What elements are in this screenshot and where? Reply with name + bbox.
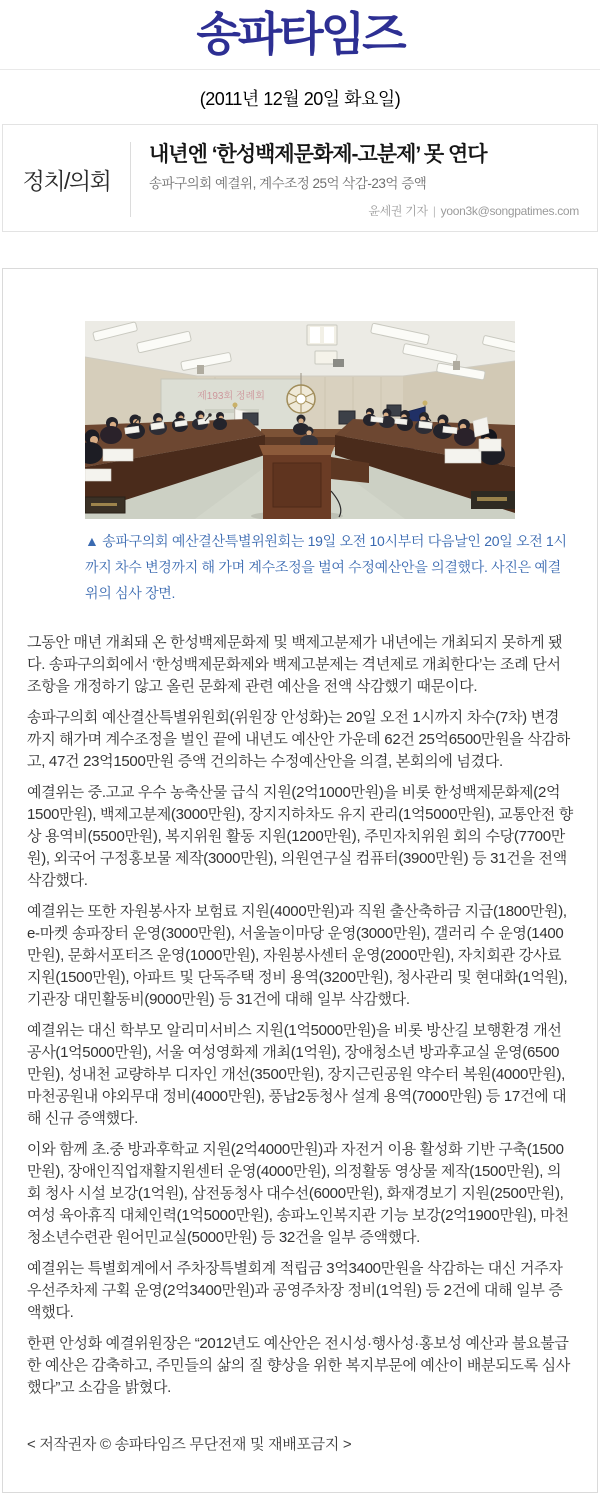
photo-caption: ▲ 송파구의회 예산결산특별위원회는 19일 오전 10시부터 다음날인 20일 오전 1시까지 차수 변경까지 해 가며 계수조정을 벌여 수정예산안을 의결했다. 사진은 예결위의 심사 장면. xyxy=(85,533,567,602)
article-photo xyxy=(85,321,515,519)
meeting-room-illustration xyxy=(85,321,515,519)
article-paragraph: 예결위는 또한 자원봉사자 보험료 지원(4000만원)과 직원 출산축하금 지급(1800만원), e-마켓 송파장터 운영(3000만원), 서울놀이마당 운영(3000만원), 갤러리 수 운영(1400만원), 문화서포터즈 운영(1000만원), 자원봉사센터 운영(2000만원), 자치회관 강사료 지원(1500만원), 아파트 및 단독주택 정비 용역(3200만원), 청사관리 및 현대화(1억원), 기관장 대민활동비(9000만원) 등 31건에 대해 일부 삭감했다. xyxy=(27,903,568,1009)
newspaper-logo[interactable]: 송파타임즈 xyxy=(196,8,404,60)
screen-text: 제193회 정례회 xyxy=(197,391,265,403)
article-text xyxy=(27,632,573,1399)
byline-separator: | xyxy=(432,204,436,219)
article-headline: 내년엔 ‘한성백제문화제-고분제’ 못 연다 xyxy=(149,142,487,166)
article-paragraph: 한편 안성화 예결위원장은 “2012년도 예산안은 전시성·행사성·홍보성 예산과 불요불급한 예산은 감축하고, 주민들의 삶의 질 향상을 위한 복지부문에 예산이 배분되도록 심사했다”고 소감을 밝혔다. xyxy=(27,1335,571,1397)
article-paragraph: 그동안 매년 개최돼 온 한성백제문화제 및 백제고분제가 내년에는 개최되지 못하게 됐다. 송파구의회에서 ‘한성백제문화제와 백제고분제는 격년제로 개최한다’는 조례 단서조항을 개정하기 않고 올린 문화제 관련 예산을 전액 삭감했기 때문이다. xyxy=(27,634,563,696)
reporter-email[interactable]: yoon3k@songpatimes.com xyxy=(440,204,579,219)
masthead xyxy=(0,0,600,70)
copyright-notice: < 저작권자 © 송파타임즈 무단전재 및 재배포금지 > xyxy=(27,1436,352,1454)
category-label: 정치/의회 xyxy=(22,167,111,194)
speaker-right xyxy=(453,361,460,370)
headline-block xyxy=(131,140,579,219)
article-body-container xyxy=(2,268,598,1493)
byline xyxy=(149,202,579,219)
projector xyxy=(333,359,344,367)
article-paragraph: 이와 함께 초.중 방과후학교 지원(2억4000만원)과 자전거 이용 활성화 기반 구축(1500만원), 장애인직업재활지원센터 운영(4000만원), 의정활동 영상물 제작(1500만원), 의회 청사 시설 보강(1억원), 삼전동청사 대수선(6000만원), 화재경보기 지원(2500만원), 여성 육아휴직 대체인력(1억5000만원), 송파노인복지관 기능 보강(2억1900만원), 마천청소년수련관 원어민교실(5000만원) 등 32건을 일부 증액했다. xyxy=(27,1141,569,1247)
article-paragraph: 예결위는 특별회계에서 주차장특별회계 적립금 3억3400만원을 삭감하는 대신 거주자우선주차제 구획 운영(2억3400만원)과 공영주차장 정비(1억원) 등 2건에 대해 일부 증액했다. xyxy=(27,1260,563,1322)
speaker-left xyxy=(197,365,204,374)
article-header xyxy=(2,124,598,232)
article-subheadline: 송파구의회 예결위, 계수조정 25억 삭감-23억 증액 xyxy=(149,176,427,192)
article-paragraph: 예결위는 중.고교 우수 농축산물 급식 지원(2억1000만원)을 비롯 한성백제문화제(2억1500만원), 백제고분제(3000만원), 장지지하차도 유지 관리(1억5000만원), 교통안전 향상 용역비(5500만원), 복지위원 활동 지원(1200만원), 주민자치위원 회의 수당(7700만원), 외국어 구정홍보물 제작(3000만원), 의원연구실 컴퓨터(3900만원) 등 31건을 전액 삭감했다. xyxy=(27,784,573,890)
reporter-name: 윤세권 기자 xyxy=(368,204,428,219)
dateline: (2011년 12월 20일 화요일) xyxy=(199,88,401,109)
article-paragraph: 예결위는 대신 학부모 알리미서비스 지원(1억5000만원)을 비롯 방산길 보행환경 개선공사(1억5000만원), 서울 여성영화제 개최(1억원), 장애청소년 방과후교실 운영(6500만원), 성내천 교량하부 디자인 개선(3500만원), 장지근린공원 약수터 복원(4000만원), 마천공원내 야외무대 정비(4000만원), 풍납2동청사 설계 용역(7000만원) 등 17건에 대해 신규 증액했다. xyxy=(27,1022,567,1128)
article-paragraph: 송파구의회 예산결산특별위원회(위원장 안성화)는 20일 오전 1시까지 차수(7차) 변경까지 해가며 계수조정을 벌인 끝에 내년도 예산안 가운데 62건 25억6500만원을 삭감하고, 47건 23억1500만원 증액 건의하는 수정예산안을 의결, 본회의에 넘겼다. xyxy=(27,709,570,771)
article-photo-figure xyxy=(85,321,573,606)
